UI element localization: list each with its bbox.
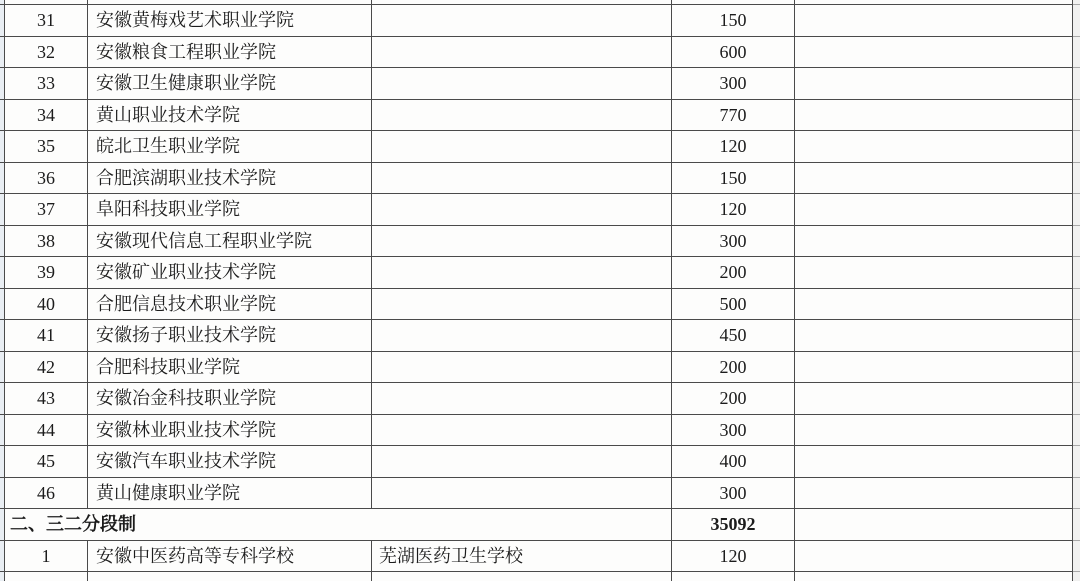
college-name-cell: 安徽扬子职业技术学院	[88, 320, 372, 352]
linked-school-cell	[372, 572, 672, 581]
college-name-cell: 安徽矿业职业技术学院	[88, 257, 372, 289]
right-margin	[1073, 572, 1080, 581]
college-name-cell: 安徽中医药高等专科学校	[88, 541, 372, 573]
enrollment-count-cell: 150	[672, 5, 795, 37]
linked-school-cell	[372, 163, 672, 195]
right-margin	[1073, 289, 1080, 321]
row-number-cell: 31	[5, 5, 88, 37]
empty-cell	[795, 100, 1073, 132]
right-margin	[1073, 352, 1080, 384]
table-row	[0, 383, 1080, 415]
college-name-cell: 黄山职业技术学院	[88, 100, 372, 132]
linked-school-cell	[372, 320, 672, 352]
linked-school-cell	[372, 257, 672, 289]
empty-cell	[795, 163, 1073, 195]
linked-school-cell	[372, 226, 672, 258]
empty-cell	[795, 352, 1073, 384]
section-label-cell: 二、三二分段制	[5, 509, 672, 541]
enrollment-count-cell: 120	[672, 194, 795, 226]
right-margin	[1073, 446, 1080, 478]
linked-school-cell	[372, 352, 672, 384]
empty-cell	[795, 320, 1073, 352]
college-name-cell: 黄山健康职业学院	[88, 478, 372, 510]
row-number-cell: 39	[5, 257, 88, 289]
enrollment-count-cell: 600	[672, 37, 795, 69]
table-row	[0, 163, 1080, 195]
row-number-cell: 46	[5, 478, 88, 510]
table-row	[0, 37, 1080, 69]
empty-cell	[795, 194, 1073, 226]
empty-cell	[795, 509, 1073, 541]
row-number-cell: 43	[5, 383, 88, 415]
linked-school-cell	[372, 68, 672, 100]
college-name-cell: 合肥科技职业学院	[88, 352, 372, 384]
right-margin	[1073, 226, 1080, 258]
right-margin	[1073, 478, 1080, 510]
table-row	[0, 320, 1080, 352]
college-name-cell: 安徽粮食工程职业学院	[88, 37, 372, 69]
enrollment-count-cell: 300	[672, 478, 795, 510]
empty-cell	[795, 257, 1073, 289]
enrollment-count-cell: 300	[672, 68, 795, 100]
empty-cell	[795, 446, 1073, 478]
row-number-cell: 1	[5, 541, 88, 573]
linked-school-cell	[372, 37, 672, 69]
row-number-cell: 38	[5, 226, 88, 258]
empty-cell	[795, 5, 1073, 37]
linked-school-cell	[372, 415, 672, 447]
section-row	[0, 509, 1080, 541]
table-row	[0, 226, 1080, 258]
college-name-cell: 安徽冶金科技职业学院	[88, 383, 372, 415]
linked-school-cell	[372, 100, 672, 132]
right-margin	[1073, 131, 1080, 163]
row-number-cell: 34	[5, 100, 88, 132]
right-margin	[1073, 541, 1080, 573]
table-row	[0, 194, 1080, 226]
college-name-cell: 合肥滨湖职业技术学院	[88, 163, 372, 195]
table-row	[0, 289, 1080, 321]
row-number-cell	[5, 572, 88, 581]
enrollment-count-cell: 200	[672, 257, 795, 289]
enrollment-count-cell: 300	[672, 415, 795, 447]
right-margin	[1073, 509, 1080, 541]
enrollment-count-cell	[672, 572, 795, 581]
enrollment-count-cell: 200	[672, 383, 795, 415]
college-name-cell: 安徽汽车职业技术学院	[88, 446, 372, 478]
right-margin	[1073, 194, 1080, 226]
empty-cell	[795, 383, 1073, 415]
enrollment-count-cell: 500	[672, 289, 795, 321]
enrollment-count-cell: 120	[672, 541, 795, 573]
row-number-cell: 45	[5, 446, 88, 478]
table-row	[0, 541, 1080, 573]
row-number-cell: 42	[5, 352, 88, 384]
enrollment-count-cell: 450	[672, 320, 795, 352]
empty-cell	[795, 572, 1073, 581]
table-row	[0, 415, 1080, 447]
college-name-cell: 皖北卫生职业学院	[88, 131, 372, 163]
enrollment-count-cell: 770	[672, 100, 795, 132]
college-name-cell: 阜阳科技职业学院	[88, 194, 372, 226]
empty-cell	[795, 415, 1073, 447]
table-row	[0, 257, 1080, 289]
linked-school-cell: 芜湖医药卫生学校	[372, 541, 672, 573]
row-number-cell: 44	[5, 415, 88, 447]
row-number-cell: 37	[5, 194, 88, 226]
right-margin	[1073, 383, 1080, 415]
college-name-cell: 安徽卫生健康职业学院	[88, 68, 372, 100]
enrollment-count-cell: 300	[672, 226, 795, 258]
row-number-cell: 36	[5, 163, 88, 195]
empty-cell	[795, 37, 1073, 69]
empty-cell	[795, 478, 1073, 510]
college-name-cell: 合肥信息技术职业学院	[88, 289, 372, 321]
linked-school-cell	[372, 5, 672, 37]
right-margin	[1073, 163, 1080, 195]
college-name-cell: 安徽黄梅戏艺术职业学院	[88, 5, 372, 37]
empty-cell	[795, 131, 1073, 163]
college-name-cell: 安徽林业职业技术学院	[88, 415, 372, 447]
linked-school-cell	[372, 194, 672, 226]
row-number-cell: 32	[5, 37, 88, 69]
college-name-cell: 安徽现代信息工程职业学院	[88, 226, 372, 258]
linked-school-cell	[372, 478, 672, 510]
right-margin	[1073, 37, 1080, 69]
empty-cell	[795, 541, 1073, 573]
enrollment-count-cell: 200	[672, 352, 795, 384]
section-total-cell: 35092	[672, 509, 795, 541]
row-number-cell: 35	[5, 131, 88, 163]
enrollment-count-cell: 120	[672, 131, 795, 163]
row-number-cell: 41	[5, 320, 88, 352]
table-row	[0, 5, 1080, 37]
right-margin	[1073, 100, 1080, 132]
table-body	[0, 5, 1080, 572]
row-number-cell: 40	[5, 289, 88, 321]
linked-school-cell	[372, 131, 672, 163]
enrollment-count-cell: 150	[672, 163, 795, 195]
right-margin	[1073, 415, 1080, 447]
table-row	[0, 68, 1080, 100]
table-row	[0, 131, 1080, 163]
linked-school-cell	[372, 289, 672, 321]
table-row	[0, 478, 1080, 510]
table-row	[0, 446, 1080, 478]
row-number-cell: 33	[5, 68, 88, 100]
right-margin	[1073, 68, 1080, 100]
linked-school-cell	[372, 383, 672, 415]
college-name-cell	[88, 572, 372, 581]
linked-school-cell	[372, 446, 672, 478]
table-row	[0, 100, 1080, 132]
enrollment-count-cell: 400	[672, 446, 795, 478]
empty-cell	[795, 68, 1073, 100]
right-margin	[1073, 257, 1080, 289]
right-margin	[1073, 5, 1080, 37]
table-row	[0, 352, 1080, 384]
empty-cell	[795, 289, 1073, 321]
right-margin	[1073, 320, 1080, 352]
empty-cell	[795, 226, 1073, 258]
partial-row-bottom	[0, 572, 1080, 581]
